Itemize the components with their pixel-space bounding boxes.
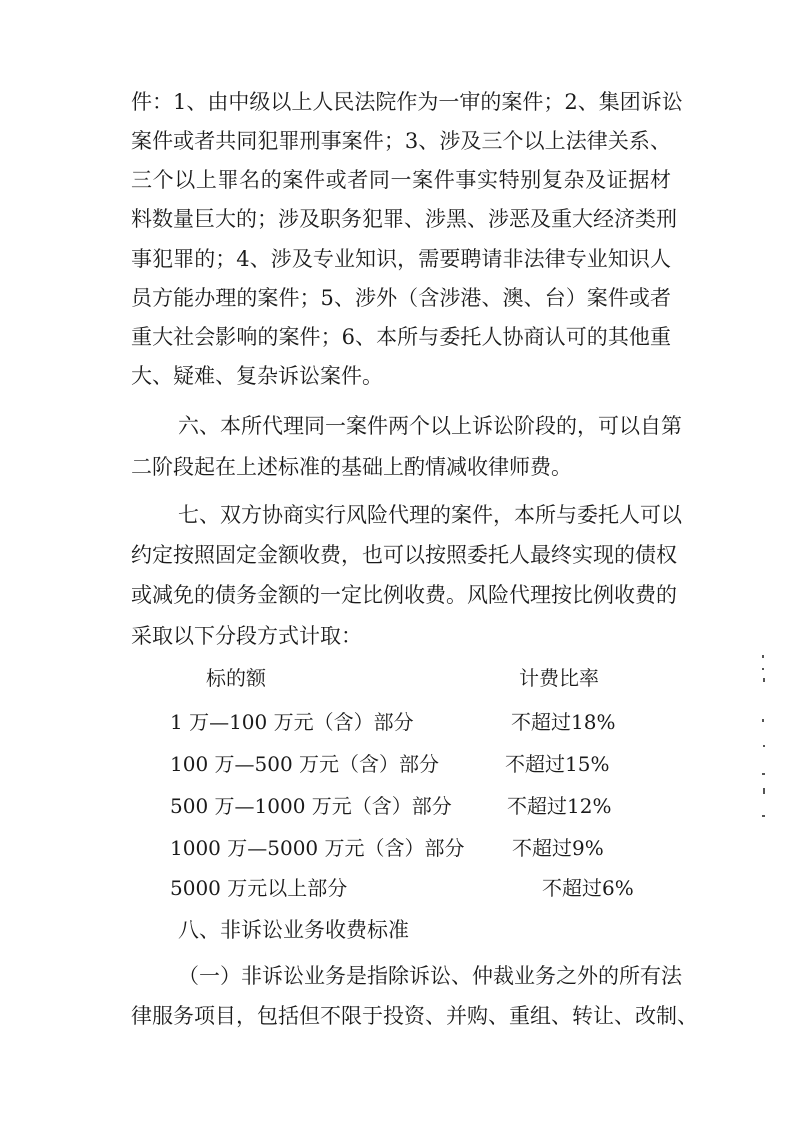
para5-line-7: 重大社会影响的案件；6、本所与委托人协商认可的其他重: [131, 325, 671, 349]
para9-line-1: （一）非诉讼业务是指除诉讼、仲裁业务之外的所有法: [178, 964, 682, 988]
fee-table-header-rate: 计费比率: [519, 666, 599, 690]
fee-row-amount: 100 万—500 万元（含）部分: [170, 752, 440, 776]
para5-line-4: 料数量巨大的；涉及职务犯罪、涉黑、涉恶及重大经济类刑: [131, 207, 677, 231]
para5-line-8: 大、疑难、复杂诉讼案件。: [131, 364, 383, 388]
para7-line-3: 或减免的债务金额的一定比例收费。风险代理按比例收费的: [131, 583, 677, 607]
para6-line-2: 二阶段起在上述标准的基础上酌情减收律师费。: [131, 455, 572, 479]
para5-line-3: 三个以上罪名的案件或者同一案件事实特别复杂及证据材: [131, 168, 671, 192]
para7-line-4: 采取以下分段方式计取：: [131, 624, 362, 648]
fee-row-amount: 1 万—100 万元（含）部分: [170, 710, 414, 734]
fee-row-amount: 500 万—1000 万元（含）部分: [170, 794, 452, 818]
fee-row-rate: 不超过6%: [542, 876, 634, 900]
para5-line-5: 事犯罪的；4、涉及专业知识，需要聘请非法律专业知识人: [131, 247, 671, 271]
fee-row-amount: 1000 万—5000 万元（含）部分: [170, 836, 465, 860]
para9-line-2: 律服务项目，包括但不限于投资、并购、重组、转让、改制、: [131, 1004, 698, 1028]
section-heading: 八、非诉讼业务收费标准: [178, 918, 409, 942]
fee-row-rate: 不超过15%: [505, 752, 610, 776]
para7-line-2: 约定按照固定金额收费，也可以按照委托人最终实现的债权: [131, 543, 677, 567]
fee-row-rate: 不超过12%: [507, 794, 612, 818]
para7-line-1: 七、双方协商实行风险代理的案件，本所与委托人可以: [178, 503, 682, 527]
fee-row-rate: 不超过9%: [512, 836, 604, 860]
fee-row-rate: 不超过18%: [511, 710, 616, 734]
para5-line-1: 件：1、由中级以上人民法院作为一审的案件；2、集团诉讼: [131, 90, 683, 114]
para5-line-2: 案件或者共同犯罪刑事案件；3、涉及三个以上法律关系、: [131, 129, 671, 153]
para6-line-1: 六、本所代理同一案件两个以上诉讼阶段的，可以自第: [178, 414, 682, 438]
fee-row-amount: 5000 万元以上部分: [170, 876, 348, 900]
para5-line-6: 员方能办理的案件；5、涉外（含涉港、澳、台）案件或者: [131, 286, 671, 310]
fee-table-header-amount: 标的额: [206, 666, 266, 690]
